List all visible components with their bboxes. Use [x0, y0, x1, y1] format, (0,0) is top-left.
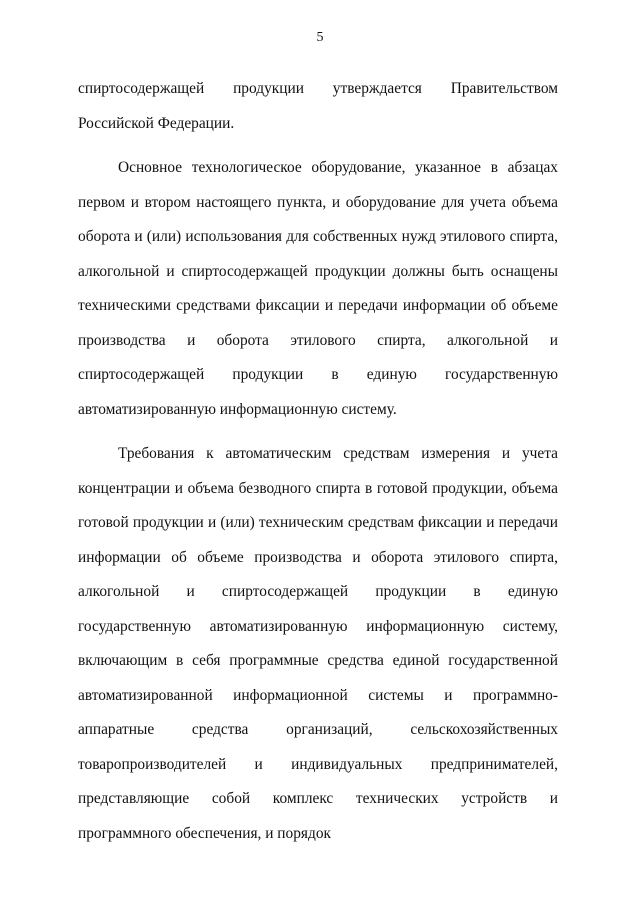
paragraph-continuation: спиртосодержащей продукции утверждается Правительством Российской Федерации. [78, 80, 558, 132]
paragraph-equipment: Основное технологическое оборудование, указанное в абзацах первом и втором настоящего пункта, и оборудование для учета объема оборота и (или) использования для собственных нужд этилового спирта, алкогольной и спиртосодержащей продукции должны быть оснащены техническими средствами фиксации и передачи информации об объеме производства и оборота этилового спирта, алкогольной и спиртосодержащей продукции в единую государственную автоматизированную информационную систему. [78, 159, 558, 418]
paragraph-requirements: Требования к автоматическим средствам измерения и учета концентрации и объема безводного спирта в готовой продукции, объема готовой продукции и (или) техническим средствам фиксации и передачи информации об объеме производства и оборота этилового спирта, алкогольной и спиртосодержащей продукции в единую государственную автоматизированную информационную систему, включающим в себя программные средства единой государственной автоматизированной информационной системы и программно-аппаратные средства организаций, сельскохозяйственных товаропроизводителей и индивидуальных предпринимателей, представляющие собой комплекс технических устройств и программного обеспечения, и порядок [78, 445, 558, 842]
page-number: 5 [316, 30, 324, 45]
document-body [78, 72, 558, 851]
